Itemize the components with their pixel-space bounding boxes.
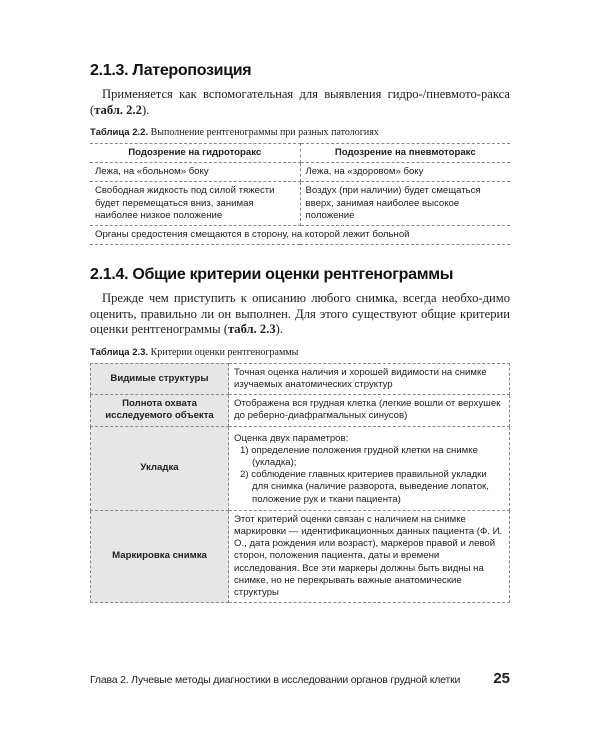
table-row xyxy=(90,163,510,182)
table-caption: Таблица 2.2. Выполнение рентгенограммы при разных патологиях xyxy=(90,127,379,138)
table-row xyxy=(91,395,510,426)
section-heading-laterposition: 2.1.3. Латеропозиция xyxy=(90,62,252,79)
table-header-cell: Подозрение на гидроторакс xyxy=(90,144,300,163)
page-content xyxy=(90,62,510,603)
table-row xyxy=(90,182,510,226)
table-caption: Таблица 2.3. Критерии оценки рентгенограммы xyxy=(90,346,299,358)
pathology-table xyxy=(90,143,510,245)
criteria-table xyxy=(90,363,510,603)
criterion-list-item: 1) определение положения грудной клетки на снимке (укладка); xyxy=(240,444,478,468)
table-row xyxy=(91,363,510,394)
criterion-value: Точная оценка наличия и хорошей видимости на снимке изучаемых анатомических структур xyxy=(229,363,510,394)
criterion-key: Видимые структуры xyxy=(91,363,229,394)
table-footer-cell: Органы средостения смещаются в сторону, на которой лежит больной xyxy=(90,226,510,245)
criterion-list-item: 2) соблюдение главных критериев правильной укладки для снимка (наличие разворота, выведение лопаток, положение рук и ткани пациента) xyxy=(240,469,489,505)
table-row xyxy=(90,226,510,245)
table-header-cell: Подозрение на пневмоторакс xyxy=(300,144,510,163)
criterion-value: Этот критерий оценки связан с наличием на снимке маркировки — идентификационных данных пациента (Ф. И. О., дата рождения или возраст), маркеров правой и левой сторон, положения пациента, даты и времени исследования. Все эти маркеры должны быть видны на снимке, но не перекрывать важные анатомические структуры xyxy=(229,510,510,602)
criterion-key: Полнота охвата исследуемого объекта xyxy=(91,395,229,426)
criterion-value xyxy=(229,426,510,510)
page-number: 25 xyxy=(493,670,510,687)
table-cell: Свободная жидкость под силой тяжести будет перемещаться вниз, занимая наиболее низкое положение xyxy=(90,182,300,226)
table-reference[interactable]: табл. 2.2 xyxy=(94,102,142,117)
section-paragraph: Прежде чем приступить к описанию любого снимка, всегда необхо-димо оценить, правильно ли он выполнен. Для этого существуют общие критерии оценки рентгенограммы (табл. 2.3). xyxy=(90,291,510,337)
table-cell: Воздух (при наличии) будет смещаться вверх, занимая наиболее высокое положение xyxy=(300,182,510,226)
criterion-key: Маркировка снимка xyxy=(91,510,229,602)
criterion-intro: Оценка двух параметров: xyxy=(234,432,349,444)
table-cell: Лежа, на «больном» боку xyxy=(90,163,300,182)
criterion-key: Укладка xyxy=(91,426,229,510)
table-cell: Лежа, на «здоровом» боку xyxy=(300,163,510,182)
table-reference[interactable]: табл. 2.3 xyxy=(227,322,276,337)
section-heading-criteria: 2.1.4. Общие критерии оценки рентгенограммы xyxy=(90,266,454,284)
running-footer-chapter: Глава 2. Лучевые методы диагностики в исследовании органов грудной клетки xyxy=(90,674,461,686)
criterion-value: Отображена вся грудная клетка (легкие вошли от верхушек до реберно-диафрагмальных синусов) xyxy=(229,395,510,426)
table-row xyxy=(91,510,510,602)
section-paragraph: Применяется как вспомогательная для выявления гидро-/пневмото-ракса (табл. 2.2). xyxy=(90,87,510,117)
table-row xyxy=(91,426,510,510)
